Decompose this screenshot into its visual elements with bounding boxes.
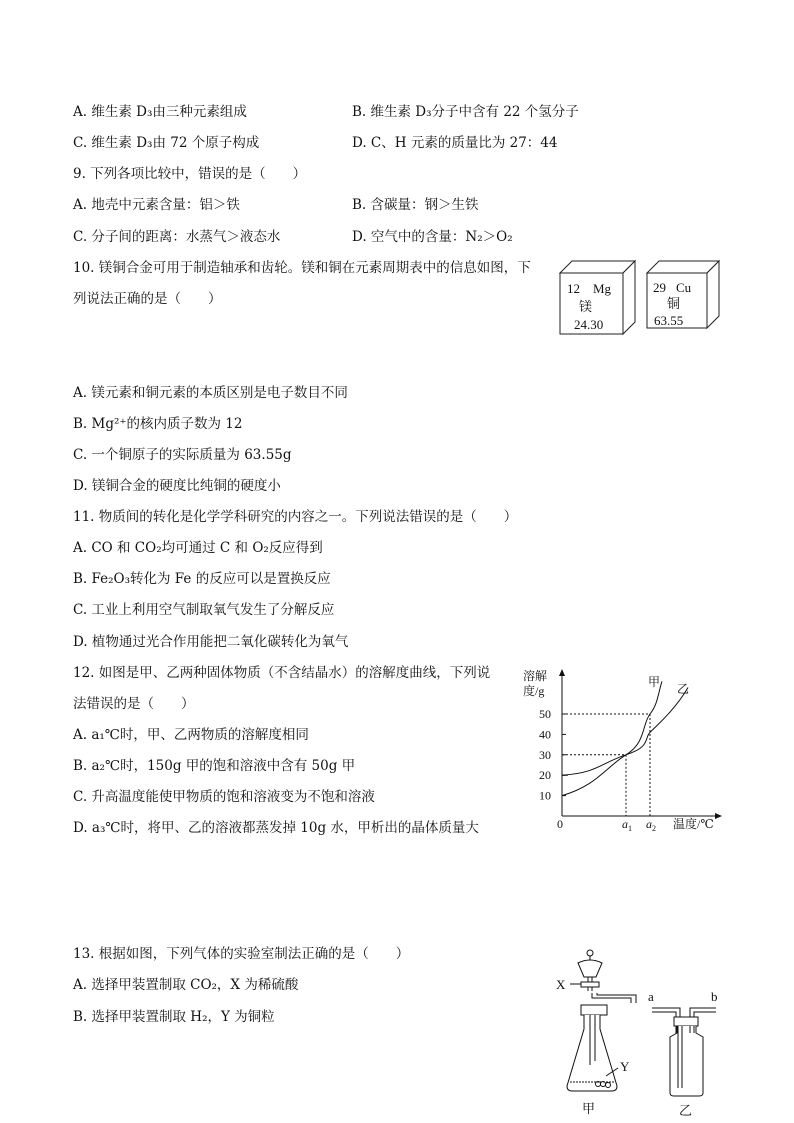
q8-option-a: A. 维生素 D₃由三种元素组成 bbox=[73, 104, 247, 120]
q10-stem-line2: 列说法正确的是（ ） bbox=[73, 291, 222, 307]
series-yi-label: 乙 bbox=[677, 682, 690, 696]
q12-stem-line1: 12. 如图是甲、乙两种固体物质（不含结晶水）的溶解度曲线，下列说 bbox=[73, 665, 491, 681]
lab-apparatus-figure bbox=[548, 943, 728, 1123]
solubility-chart bbox=[515, 668, 725, 840]
y-tick-label: 10 bbox=[539, 788, 551, 803]
q8-option-c: C. 维生素 D₃由 72 个原子构成 bbox=[73, 135, 260, 151]
cu-atomic-number: 29 bbox=[653, 280, 666, 295]
mg-element-cell bbox=[560, 261, 635, 334]
origin-label: 0 bbox=[557, 817, 563, 831]
cu-atomic-mass: 63.55 bbox=[654, 313, 684, 328]
q9-stem: 9. 下列各项比较中，错误的是（ ） bbox=[73, 166, 307, 182]
apparatus-yi bbox=[648, 989, 718, 1118]
y-axis-label-line2: 度/g bbox=[523, 684, 545, 698]
y-tick-label: 20 bbox=[539, 768, 551, 783]
q9-option-b: B. 含碳量：钢＞生铁 bbox=[352, 197, 479, 213]
q10-stem-line1: 10. 镁铜合金可用于制造轴承和齿轮。镁和铜在元素周期表中的信息如图，下 bbox=[73, 260, 531, 276]
y-tick-label: 50 bbox=[539, 707, 551, 721]
q12-option-d: D. a₃℃时，将甲、乙的溶液都蒸发掉 10g 水，甲析出的晶体质量大 bbox=[73, 820, 479, 836]
label-y: Y bbox=[620, 1059, 630, 1074]
mg-atomic-number: 12 bbox=[567, 281, 580, 296]
q13-stem: 13. 根据如图，下列气体的实验室制法正确的是（ ） bbox=[73, 946, 410, 962]
cu-symbol: Cu bbox=[676, 280, 692, 295]
q10-option-a: A. 镁元素和铜元素的本质区别是电子数目不同 bbox=[73, 385, 348, 401]
caption-yi: 乙 bbox=[679, 1103, 693, 1118]
q9-option-d: D. 空气中的含量：N₂＞O₂ bbox=[352, 229, 513, 245]
q10-option-b: B. Mg²⁺的核内质子数为 12 bbox=[73, 416, 243, 432]
q9-option-a: A. 地壳中元素含量：铝＞铁 bbox=[73, 197, 240, 213]
q11-option-b: B. Fe₂O₃转化为 Fe 的反应可以是置换反应 bbox=[73, 571, 331, 587]
q11-option-a: A. CO 和 CO₂均可通过 C 和 O₂反应得到 bbox=[73, 540, 323, 556]
label-x: X bbox=[556, 977, 566, 992]
mg-symbol: Mg bbox=[593, 281, 612, 296]
q13-option-b: B. 选择甲装置制取 H₂，Y 为铜粒 bbox=[73, 1009, 275, 1025]
q12-stem-line2: 法错误的是（ ） bbox=[73, 696, 195, 712]
cu-element-cell bbox=[647, 261, 719, 328]
y-axis-arrow bbox=[559, 669, 565, 676]
x-tick-label: $a_1$ bbox=[622, 817, 632, 833]
x-axis-arrow bbox=[715, 813, 722, 819]
x-tick-label: $a_2$ bbox=[646, 817, 656, 833]
q12-option-b: B. a₂℃时，150g 甲的饱和溶液中含有 50g 甲 bbox=[73, 758, 356, 774]
q9-option-c: C. 分子间的距离：水蒸气＞液态水 bbox=[73, 229, 281, 245]
q10-option-c: C. 一个铜原子的实际质量为 63.55g bbox=[73, 447, 292, 463]
q11-stem: 11. 物质间的转化是化学学科研究的内容之一。下列说法错误的是（ ） bbox=[73, 509, 518, 525]
y-axis-label-line1: 溶解 bbox=[523, 669, 548, 683]
y-tick-label: 40 bbox=[539, 727, 551, 742]
q11-option-d: D. 植物通过光合作用能把二氧化碳转化为氧气 bbox=[73, 634, 349, 650]
y-tick-label: 30 bbox=[539, 747, 551, 762]
q8-option-d: D. C、H 元素的质量比为 27：44 bbox=[352, 135, 558, 151]
series-jia-label: 甲 bbox=[648, 675, 661, 689]
x-axis-label: 温度/℃ bbox=[673, 817, 714, 831]
label-b: b bbox=[711, 989, 718, 1004]
apparatus-jia bbox=[556, 950, 636, 1116]
periodic-table-cells bbox=[550, 258, 730, 338]
label-a: a bbox=[648, 989, 654, 1004]
q10-option-d: D. 镁铜合金的硬度比纯铜的硬度小 bbox=[73, 478, 281, 494]
mg-name: 镁 bbox=[579, 299, 593, 314]
caption-jia: 甲 bbox=[582, 1101, 596, 1116]
q11-option-c: C. 工业上利用空气制取氧气发生了分解反应 bbox=[73, 602, 335, 618]
q12-option-a: A. a₁℃时，甲、乙两物质的溶解度相同 bbox=[73, 727, 309, 743]
q8-option-b: B. 维生素 D₃分子中含有 22 个氢分子 bbox=[352, 104, 579, 120]
q12-option-c: C. 升高温度能使甲物质的饱和溶液变为不饱和溶液 bbox=[73, 789, 375, 805]
cu-name: 铜 bbox=[667, 296, 681, 311]
q13-option-a: A. 选择甲装置制取 CO₂，X 为稀硫酸 bbox=[73, 977, 299, 993]
series-yi-curve bbox=[562, 687, 688, 775]
mg-atomic-mass: 24.30 bbox=[574, 317, 604, 332]
